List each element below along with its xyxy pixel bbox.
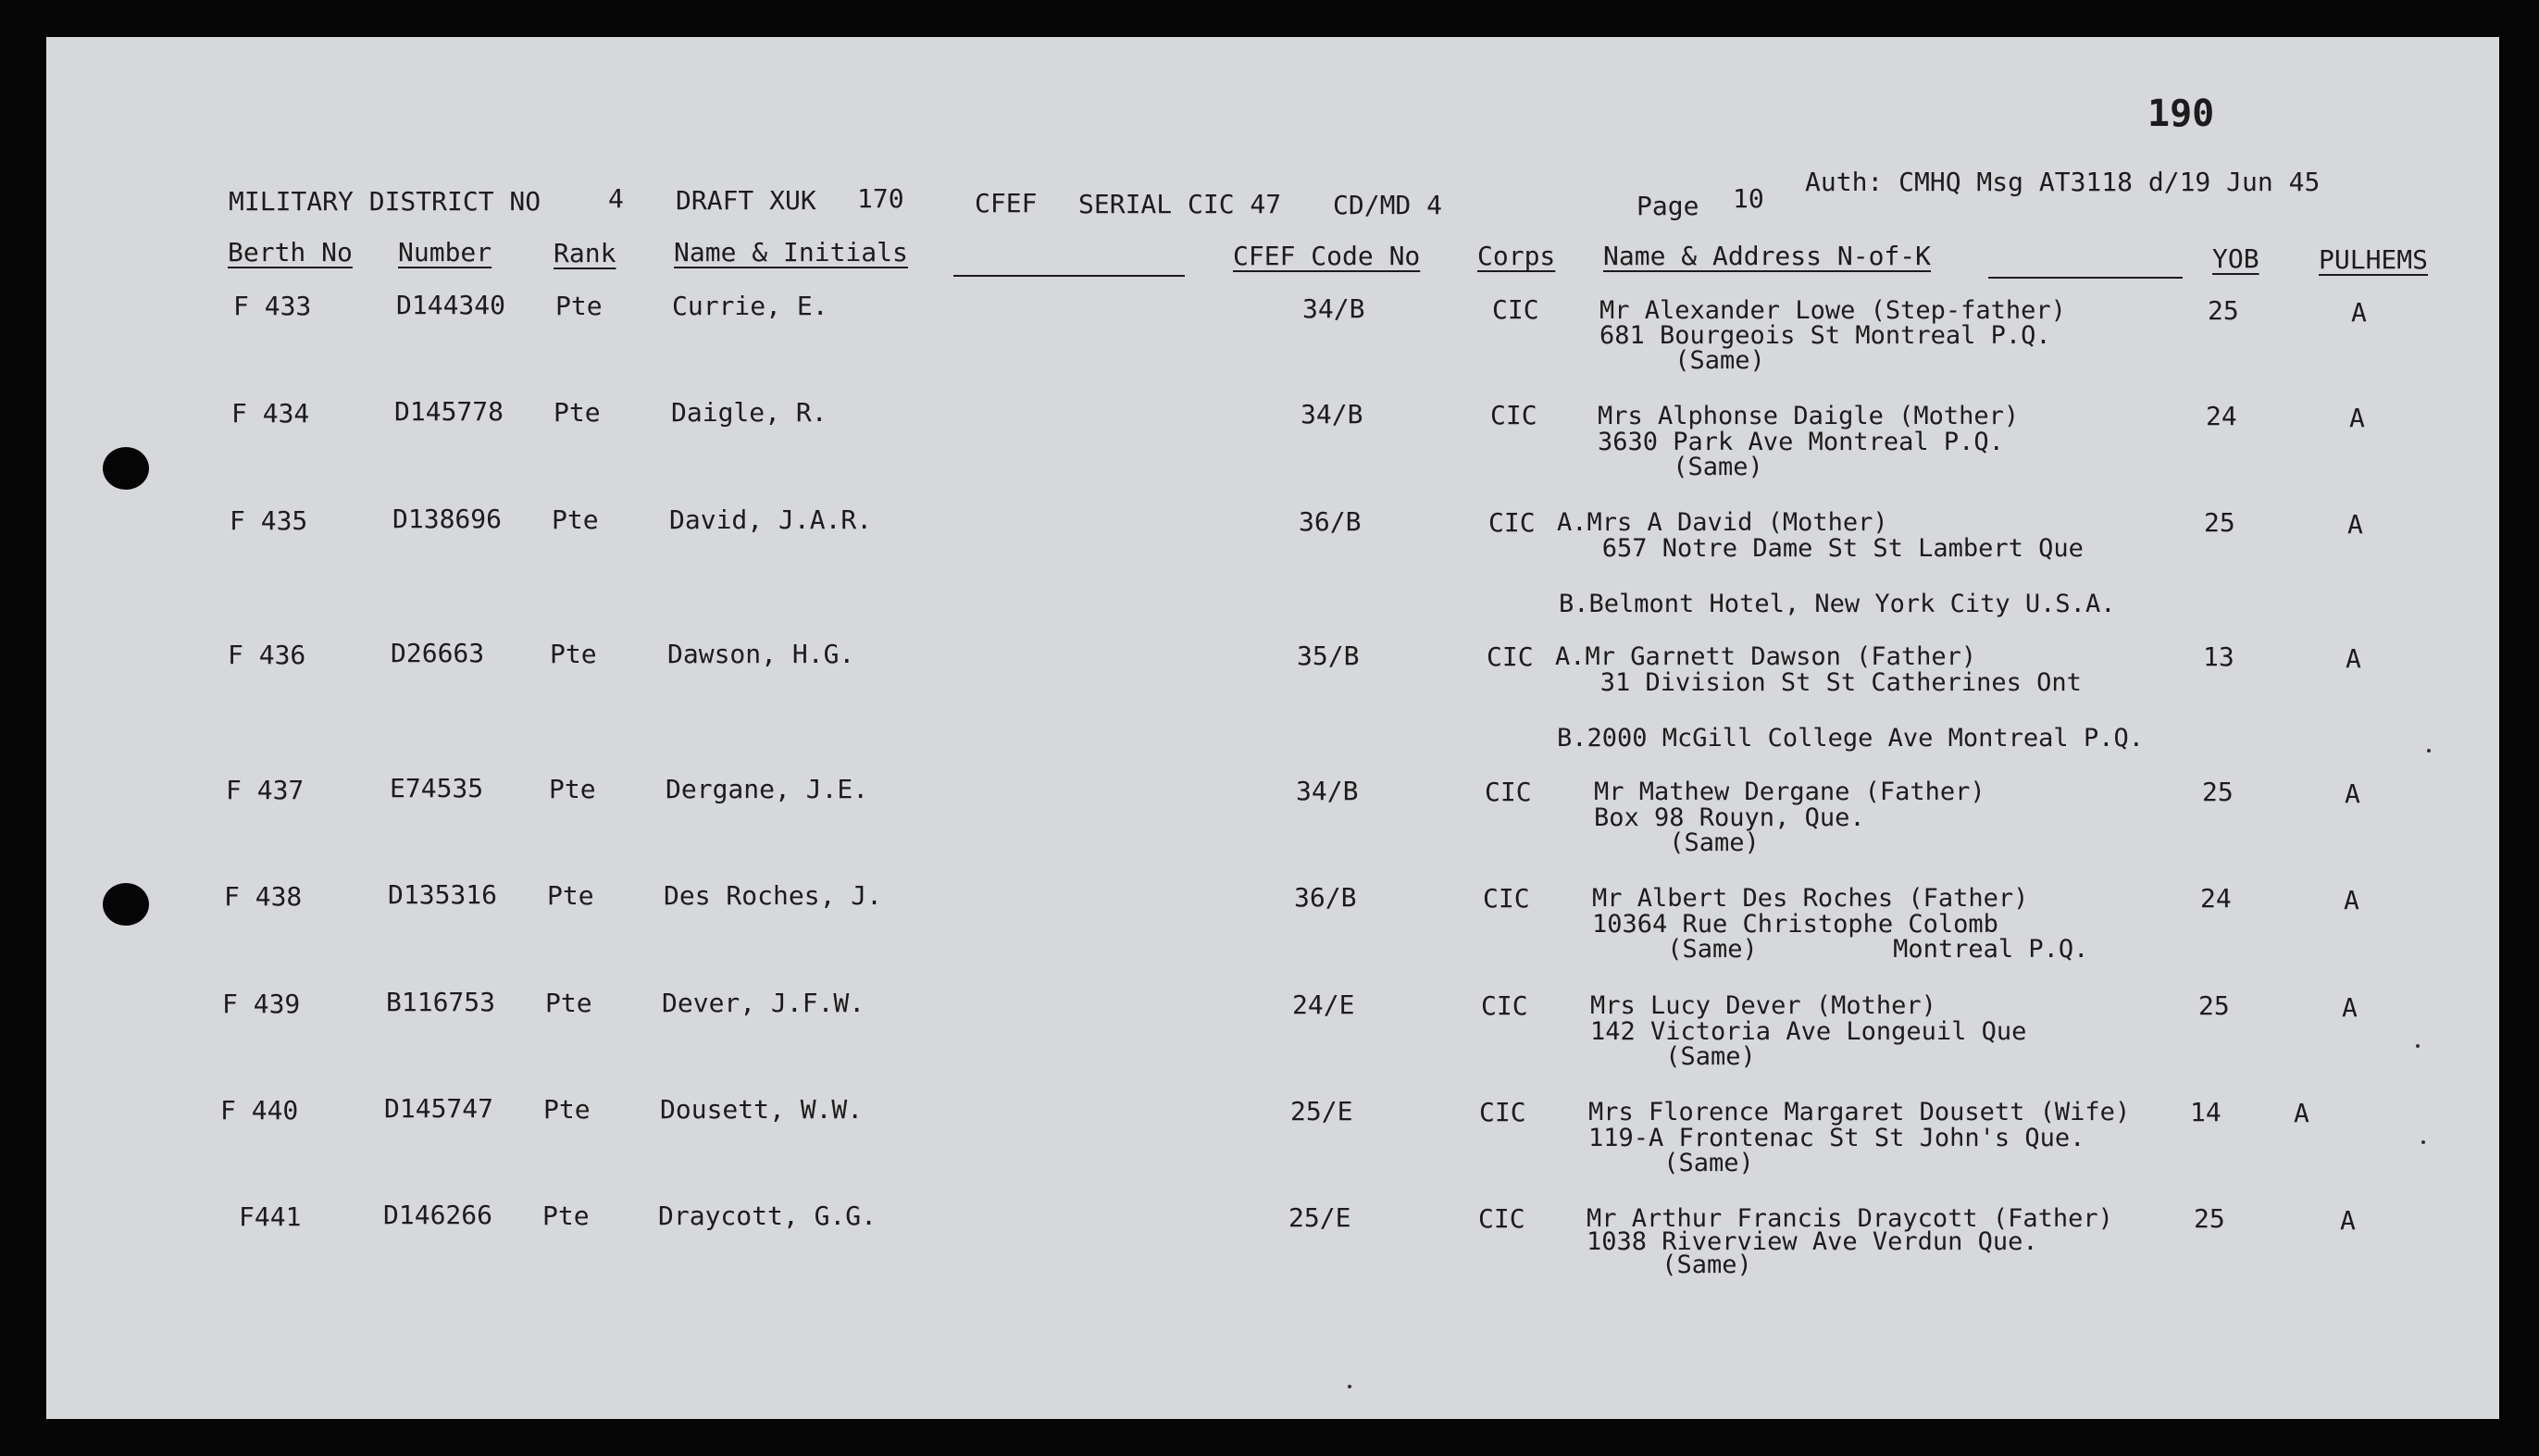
nok-line: 681 Bourgeois St Montreal P.Q. (1599, 321, 2051, 350)
nok-line: 31 Division St St Catherines Ont (1555, 668, 2082, 697)
cfef-code: 25/E (1290, 1096, 1353, 1126)
pulhems: A (2294, 1098, 2309, 1128)
speck (2427, 749, 2431, 753)
header-rule (1988, 277, 2183, 279)
nok-line: (Same) (1588, 1149, 1754, 1177)
pulhems: A (2349, 403, 2365, 433)
corps: CIC (1492, 294, 1539, 325)
service-number: D145747 (384, 1093, 494, 1124)
page-label: Page (1637, 191, 1699, 221)
rank: Pte (549, 774, 596, 804)
soldier-name: Currie, E. (672, 291, 828, 321)
cfef-code: 25/E (1288, 1202, 1351, 1233)
nok-alternate: B.Belmont Hotel, New York City U.S.A. (1559, 590, 2116, 618)
nok-line: (Same) (1594, 828, 1760, 857)
rank: Pte (543, 1094, 591, 1125)
nok-line: A.Mrs A David (Mother) (1557, 508, 1888, 537)
nok-line: A.Mr Garnett Dawson (Father) (1555, 642, 1977, 671)
year-of-birth: 14 (2190, 1097, 2222, 1127)
service-number: B116753 (386, 987, 496, 1017)
corps: CIC (1487, 641, 1534, 672)
rank: Pte (547, 880, 594, 911)
punch-hole (103, 447, 149, 490)
nok-line: (Same) (1598, 453, 1763, 481)
berth-no: F 439 (222, 989, 301, 1019)
nok-line: Box 98 Rouyn, Que. (1594, 803, 1865, 832)
draft-label: DRAFT XUK (676, 185, 816, 216)
soldier-name: Dergane, J.E. (666, 774, 869, 804)
rank: Pte (542, 1201, 590, 1231)
year-of-birth: 25 (2204, 507, 2235, 538)
berth-no: F 435 (230, 505, 308, 536)
year-of-birth: 25 (2198, 990, 2230, 1021)
nok-line: Mr Arthur Francis Draycott (Father) (1587, 1204, 2113, 1233)
berth-no: F 437 (226, 775, 305, 805)
punch-hole (103, 883, 149, 926)
year-of-birth: 24 (2206, 401, 2237, 431)
soldier-name: Draycott, G.G. (658, 1201, 877, 1231)
corps: CIC (1485, 777, 1532, 807)
berth-no: F 440 (220, 1095, 299, 1126)
nok-line: Mr Albert Des Roches (Father) (1592, 884, 2029, 913)
service-number: D146266 (383, 1200, 493, 1230)
cfef-code: 34/B (1301, 399, 1363, 429)
year-of-birth: 13 (2203, 641, 2234, 672)
nok-line: (Same) (1590, 1042, 1756, 1071)
service-number: D138696 (392, 504, 503, 534)
rank: Pte (554, 397, 601, 428)
year-of-birth: 25 (2194, 1203, 2225, 1234)
speck (1348, 1385, 1351, 1388)
corps: CIC (1490, 400, 1537, 430)
berth-no: F 434 (231, 398, 310, 429)
col-corps: Corps (1477, 241, 1556, 271)
pulhems: A (2347, 509, 2363, 540)
rank: Pte (552, 504, 599, 535)
soldier-name: Daigle, R. (671, 397, 828, 428)
cfef-code: 35/B (1297, 641, 1360, 671)
cfef-code: 36/B (1294, 882, 1357, 913)
corps: CIC (1478, 1203, 1525, 1234)
service-number: E74535 (390, 773, 484, 803)
rank: Pte (545, 988, 592, 1018)
page-number: 190 (2147, 93, 2215, 135)
document-page (46, 37, 2499, 1419)
nok-line: Mr Alexander Lowe (Step-father) (1599, 296, 2066, 325)
nok-line: 119-A Frontenac St St John's Que. (1588, 1124, 2085, 1152)
district-label: MILITARY DISTRICT NO (229, 186, 541, 217)
nok-line: 3630 Park Ave Montreal P.Q. (1598, 428, 2004, 456)
pulhems: A (2344, 885, 2359, 915)
col-number: Number (398, 237, 492, 268)
service-number: D144340 (396, 290, 506, 320)
year-of-birth: 24 (2200, 883, 2232, 914)
berth-no: F 436 (228, 640, 306, 670)
nok-line: 1038 Riverview Ave Verdun Que. (1587, 1227, 2038, 1256)
col-yob: YOB (2212, 243, 2259, 274)
nok-line: (Same) Montreal P.Q. (1592, 935, 2089, 964)
corps: CIC (1479, 1097, 1526, 1127)
cd-md-label: CD/MD 4 (1333, 190, 1443, 220)
corps: CIC (1481, 990, 1528, 1021)
soldier-name: David, J.A.R. (669, 504, 873, 535)
cfef-code: 34/B (1302, 293, 1365, 324)
service-number: D26663 (391, 638, 485, 668)
corps: CIC (1483, 883, 1530, 914)
col-berth: Berth No (228, 237, 353, 268)
cfef-code: 24/E (1292, 989, 1355, 1020)
col-pulhems: PULHEMS (2319, 244, 2429, 275)
rank: Pte (550, 639, 597, 669)
col-name: Name & Initials (674, 237, 908, 268)
service-number: D135316 (388, 879, 498, 910)
year-of-birth: 25 (2202, 777, 2234, 807)
rank: Pte (555, 291, 603, 321)
cfef-code: 36/B (1299, 506, 1362, 537)
nok-line: 657 Notre Dame St St Lambert Que (1557, 534, 2084, 563)
pulhems: A (2346, 643, 2361, 674)
service-number: D145778 (394, 396, 504, 427)
nok-line: (Same) (1587, 1251, 1752, 1279)
speck (2416, 1044, 2420, 1048)
speck (2421, 1140, 2425, 1144)
nok-line: (Same) (1599, 346, 1765, 375)
nok-line: Mr Mathew Dergane (Father) (1594, 778, 1985, 806)
pulhems: A (2351, 297, 2367, 328)
col-code: CFEF Code No (1233, 241, 1421, 271)
draft-number: 170 (857, 183, 904, 214)
berth-no: F 433 (233, 291, 312, 321)
col-nok: Name & Address N-of-K (1603, 241, 1932, 271)
berth-no: F441 (239, 1201, 302, 1232)
soldier-name: Dever, J.F.W. (662, 988, 865, 1018)
berth-no: F 438 (224, 881, 303, 912)
nok-alternate: B.2000 McGill College Ave Montreal P.Q. (1557, 724, 2144, 753)
cfef-code: 34/B (1296, 776, 1359, 806)
pulhems: A (2340, 1205, 2356, 1236)
soldier-name: Des Roches, J. (664, 880, 883, 911)
header-rule (953, 275, 1185, 277)
soldier-name: Dousett, W.W. (660, 1094, 864, 1125)
pulhems: A (2345, 778, 2360, 809)
nok-line: Mrs Florence Margaret Dousett (Wife) (1588, 1098, 2131, 1126)
authority-note: Auth: CMHQ Msg AT3118 d/19 Jun 45 (1805, 167, 2321, 197)
nok-line: Mrs Alphonse Daigle (Mother) (1598, 402, 2020, 430)
col-rank: Rank (554, 238, 616, 268)
soldier-name: Dawson, H.G. (667, 639, 855, 669)
corps: CIC (1488, 507, 1536, 538)
district-number: 4 (608, 183, 624, 214)
page-no: 10 (1733, 183, 1764, 214)
nok-line: 10364 Rue Christophe Colomb (1592, 910, 1998, 939)
cfef-label: CFEF (975, 188, 1038, 218)
nok-line: Mrs Lucy Dever (Mother) (1590, 991, 1936, 1020)
year-of-birth: 25 (2208, 295, 2239, 326)
nok-line: 142 Victoria Ave Longeuil Que (1590, 1017, 2027, 1046)
pulhems: A (2342, 992, 2358, 1023)
serial-label: SERIAL CIC 47 (1078, 189, 1282, 219)
